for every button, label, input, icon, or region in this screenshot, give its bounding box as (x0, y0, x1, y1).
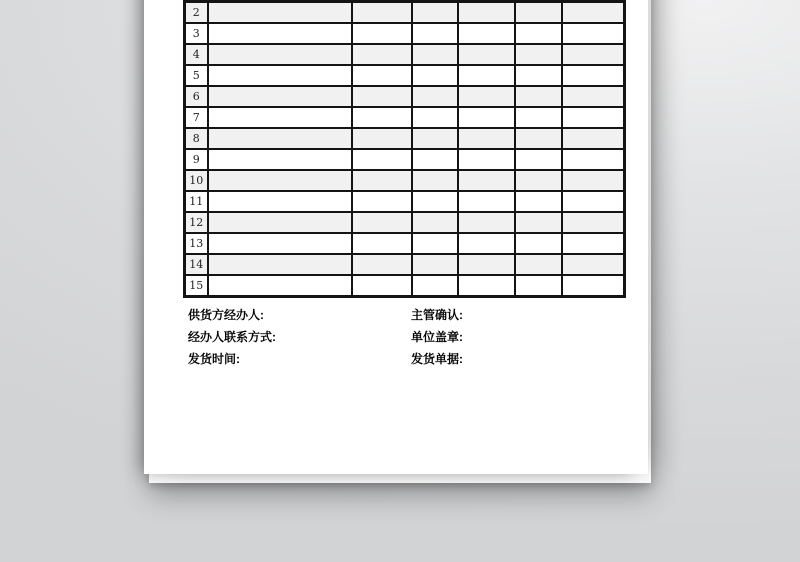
footer-right-column (411, 304, 463, 370)
table-cell (515, 2, 562, 24)
table-cell (458, 254, 515, 275)
table-row (185, 170, 625, 191)
table-cell (562, 86, 625, 107)
table-row (185, 2, 625, 24)
table-cell (208, 128, 352, 149)
table-row (185, 107, 625, 128)
table-cell (352, 191, 412, 212)
table-cell (515, 191, 562, 212)
row-number-cell: 15 (185, 275, 208, 297)
table-cell (208, 86, 352, 107)
table-cell (208, 212, 352, 233)
table-cell (458, 44, 515, 65)
table-row (185, 212, 625, 233)
table-cell (208, 170, 352, 191)
table-cell (352, 254, 412, 275)
table-cell (562, 44, 625, 65)
row-number-cell: 9 (185, 149, 208, 170)
table-row (185, 86, 625, 107)
table-cell (458, 149, 515, 170)
table-cell (515, 212, 562, 233)
table-cell (458, 128, 515, 149)
row-number-cell: 10 (185, 170, 208, 191)
table-row (185, 191, 625, 212)
table-cell (515, 23, 562, 44)
table-cell (412, 2, 458, 24)
table-cell (562, 191, 625, 212)
table-cell (562, 149, 625, 170)
table-cell (208, 2, 352, 24)
table-cell (515, 149, 562, 170)
supervisor-confirm-label: 主管确认: (411, 308, 463, 322)
table-cell (515, 44, 562, 65)
row-number-cell: 8 (185, 128, 208, 149)
row-number-cell: 2 (185, 2, 208, 24)
table-row (185, 65, 625, 86)
table-cell (515, 65, 562, 86)
table-cell (458, 170, 515, 191)
table-cell (412, 44, 458, 65)
table-cell (412, 170, 458, 191)
table-cell (412, 212, 458, 233)
table-cell (208, 254, 352, 275)
table-cell (352, 212, 412, 233)
delivery-table (183, 0, 626, 298)
table-cell (208, 23, 352, 44)
row-number-cell: 11 (185, 191, 208, 212)
table-cell (352, 44, 412, 65)
table-cell (352, 65, 412, 86)
table-cell (412, 23, 458, 44)
table-cell (458, 107, 515, 128)
footer-left-column (188, 304, 276, 370)
row-number-cell: 3 (185, 23, 208, 44)
table-cell (562, 212, 625, 233)
table-cell (515, 107, 562, 128)
row-number-cell: 5 (185, 65, 208, 86)
table-cell (562, 128, 625, 149)
table-row (185, 44, 625, 65)
table-cell (208, 149, 352, 170)
table-cell (458, 233, 515, 254)
supplier-handler-label: 供货方经办人: (188, 308, 264, 322)
table-row (185, 275, 625, 297)
table-cell (515, 275, 562, 297)
table-cell (412, 254, 458, 275)
table-cell (412, 275, 458, 297)
ship-time-label: 发货时间: (188, 352, 240, 366)
row-number-cell: 7 (185, 107, 208, 128)
table-cell (208, 65, 352, 86)
table-row (185, 254, 625, 275)
table-cell (208, 191, 352, 212)
table-row (185, 128, 625, 149)
row-number-cell: 13 (185, 233, 208, 254)
row-number-cell: 12 (185, 212, 208, 233)
table-row (185, 23, 625, 44)
table-cell (515, 254, 562, 275)
delivery-table-body (185, 2, 625, 297)
table-cell (458, 275, 515, 297)
table-cell (352, 107, 412, 128)
row-number-cell: 4 (185, 44, 208, 65)
table-cell (412, 191, 458, 212)
table-cell (352, 233, 412, 254)
table-cell (208, 107, 352, 128)
table-cell (352, 86, 412, 107)
table-cell (412, 86, 458, 107)
table-cell (515, 170, 562, 191)
table-cell (562, 170, 625, 191)
table-cell (458, 212, 515, 233)
table-cell (562, 275, 625, 297)
table-cell (458, 23, 515, 44)
table-cell (562, 2, 625, 24)
table-cell (352, 275, 412, 297)
table-cell (352, 128, 412, 149)
row-number-cell: 14 (185, 254, 208, 275)
table-cell (412, 233, 458, 254)
table-cell (208, 44, 352, 65)
table-cell (458, 86, 515, 107)
table-cell (458, 191, 515, 212)
table-cell (515, 86, 562, 107)
table-cell (515, 233, 562, 254)
table-cell (562, 233, 625, 254)
table-cell (352, 23, 412, 44)
row-number-cell: 6 (185, 86, 208, 107)
table-cell (562, 65, 625, 86)
table-cell (352, 2, 412, 24)
table-cell (458, 65, 515, 86)
table-row (185, 149, 625, 170)
unit-seal-label: 单位盖章: (411, 330, 463, 344)
table-cell (412, 65, 458, 86)
document-page (144, 0, 648, 474)
table-cell (562, 23, 625, 44)
table-cell (208, 275, 352, 297)
table-cell (562, 254, 625, 275)
table-cell (562, 107, 625, 128)
table-cell (458, 2, 515, 24)
table-cell (412, 128, 458, 149)
table-row (185, 233, 625, 254)
table-cell (412, 149, 458, 170)
shipping-doc-label: 发货单据: (411, 352, 463, 366)
table-cell (208, 233, 352, 254)
handler-contact-label: 经办人联系方式: (188, 330, 276, 344)
table-cell (352, 149, 412, 170)
table-cell (352, 170, 412, 191)
table-cell (515, 128, 562, 149)
table-cell (412, 107, 458, 128)
